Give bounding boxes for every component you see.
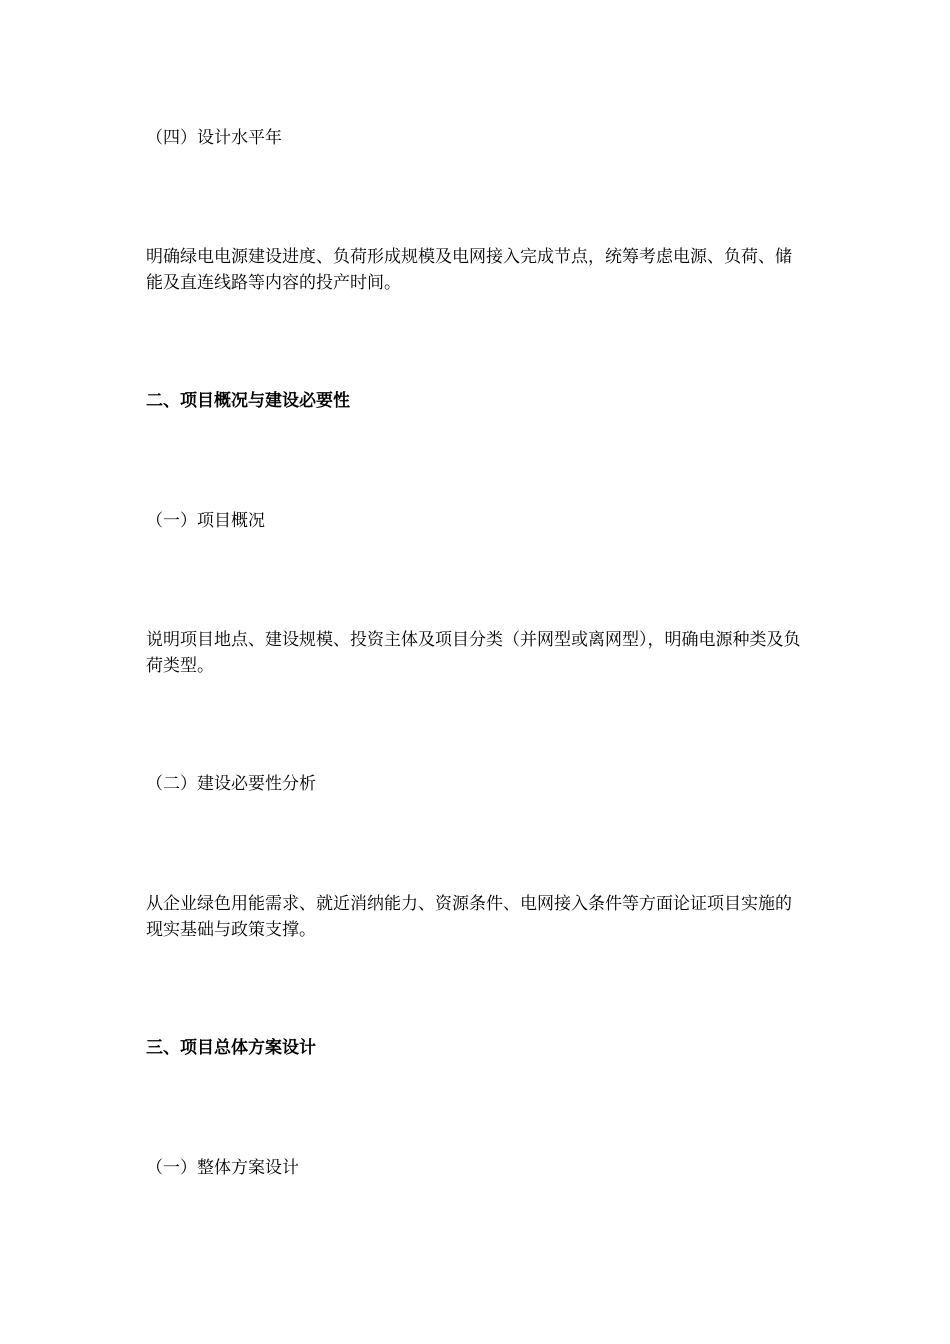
paragraph-design-level-year: 明确绿电电源建设进度、负荷形成规模及电网接入完成节点，统筹考虑电源、负荷、储能及直连线路等内容的投产时间。 xyxy=(146,247,792,293)
subheading-design-level-year: （四）设计水平年 xyxy=(146,128,282,148)
section-heading-project-overview: 二、项目概况与建设必要性 xyxy=(146,391,350,411)
section-heading-overall-design: 三、项目总体方案设计 xyxy=(146,1038,316,1058)
paragraph-project-overview: 说明项目地点、建设规模、投资主体及项目分类（并网型或离网型），明确电源种类及负荷类型。 xyxy=(146,630,801,676)
subheading-project-overview: （一）项目概况 xyxy=(146,511,265,531)
subheading-necessity-analysis: （二）建设必要性分析 xyxy=(146,774,316,794)
subheading-overall-plan-design: （一）整体方案设计 xyxy=(146,1158,299,1178)
paragraph-necessity-analysis: 从企业绿色用能需求、就近消纳能力、资源条件、电网接入条件等方面论证项目实施的现实基础与政策支撑。 xyxy=(146,894,792,940)
